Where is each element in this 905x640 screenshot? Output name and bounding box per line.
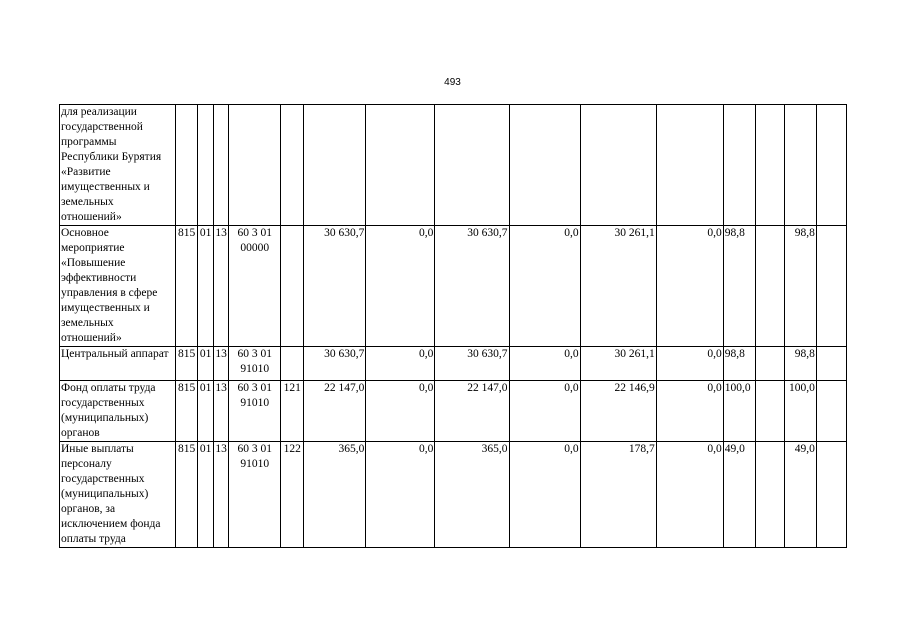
cell-v5: 22 146,9 <box>580 381 656 442</box>
cell-csr: 60 3 01 91010 <box>229 442 281 548</box>
cell-pr: 13 <box>214 442 229 548</box>
cell-v6: 0,0 <box>656 381 723 442</box>
cell-v2: 0,0 <box>366 442 435 548</box>
cell-v4: 0,0 <box>509 347 580 381</box>
cell-v4: 0,0 <box>509 381 580 442</box>
cell-v1: 30 630,7 <box>304 226 366 347</box>
cell-csr: 60 3 01 91010 <box>229 347 281 381</box>
cell-v8: 98,8 <box>784 226 816 347</box>
cell-empty <box>755 381 784 442</box>
cell-empty <box>816 105 846 226</box>
cell-empty <box>816 226 846 347</box>
row-name: Иные выплаты персоналу государственных (муниципальных) органов, за исключением фонда оплаты труда <box>60 442 176 548</box>
cell-v8: 98,8 <box>784 347 816 381</box>
cell-v4: 0,0 <box>509 226 580 347</box>
budget-table <box>59 104 847 548</box>
cell-v4 <box>509 105 580 226</box>
cell-v3: 30 630,7 <box>435 226 509 347</box>
cell-v3: 30 630,7 <box>435 347 509 381</box>
cell-empty <box>816 381 846 442</box>
table-row <box>60 442 847 548</box>
table-row <box>60 347 847 381</box>
cell-v2 <box>366 105 435 226</box>
cell-v6: 0,0 <box>656 347 723 381</box>
cell-gr <box>176 105 198 226</box>
cell-v8: 49,0 <box>784 442 816 548</box>
cell-empty <box>755 105 784 226</box>
cell-csr <box>229 105 281 226</box>
row-name: Центральный аппарат <box>60 347 176 381</box>
cell-pr: 13 <box>214 347 229 381</box>
page-number: 493 <box>444 77 461 88</box>
cell-pr: 13 <box>214 381 229 442</box>
cell-v7: 100,0 <box>723 381 755 442</box>
row-name: Фонд оплаты труда государственных (муниципальных) органов <box>60 381 176 442</box>
cell-v7: 98,8 <box>723 347 755 381</box>
cell-v5: 30 261,1 <box>580 347 656 381</box>
cell-v3 <box>435 105 509 226</box>
cell-v8 <box>784 105 816 226</box>
cell-v5: 30 261,1 <box>580 226 656 347</box>
cell-vr: 121 <box>281 381 304 442</box>
cell-rz: 01 <box>198 226 214 347</box>
table-row <box>60 381 847 442</box>
cell-v6 <box>656 105 723 226</box>
row-name: Основное мероприятие «Повышение эффективности управления в сфере имущественных и земельных отношений» <box>60 226 176 347</box>
cell-v2: 0,0 <box>366 226 435 347</box>
cell-v3: 365,0 <box>435 442 509 548</box>
cell-v5 <box>580 105 656 226</box>
table-row <box>60 105 847 226</box>
cell-v1: 30 630,7 <box>304 347 366 381</box>
cell-pr: 13 <box>214 226 229 347</box>
cell-v8: 100,0 <box>784 381 816 442</box>
cell-gr: 815 <box>176 442 198 548</box>
cell-gr: 815 <box>176 226 198 347</box>
cell-empty <box>816 442 846 548</box>
cell-gr: 815 <box>176 347 198 381</box>
cell-v3: 22 147,0 <box>435 381 509 442</box>
cell-v7: 49,0 <box>723 442 755 548</box>
cell-vr <box>281 226 304 347</box>
table-row <box>60 226 847 347</box>
cell-v7: 98,8 <box>723 226 755 347</box>
cell-vr <box>281 105 304 226</box>
cell-csr: 60 3 01 00000 <box>229 226 281 347</box>
cell-v1: 365,0 <box>304 442 366 548</box>
cell-v2: 0,0 <box>366 381 435 442</box>
cell-rz <box>198 105 214 226</box>
cell-v6: 0,0 <box>656 442 723 548</box>
cell-v7 <box>723 105 755 226</box>
cell-empty <box>755 226 784 347</box>
cell-vr: 122 <box>281 442 304 548</box>
cell-vr <box>281 347 304 381</box>
cell-rz: 01 <box>198 442 214 548</box>
cell-v4: 0,0 <box>509 442 580 548</box>
row-name: для реализации государственной программы Республики Бурятия «Развитие имущественных и земельных отношений» <box>60 105 176 226</box>
cell-rz: 01 <box>198 381 214 442</box>
cell-gr: 815 <box>176 381 198 442</box>
cell-v5: 178,7 <box>580 442 656 548</box>
cell-v2: 0,0 <box>366 347 435 381</box>
cell-empty <box>755 442 784 548</box>
cell-v6: 0,0 <box>656 226 723 347</box>
cell-v1: 22 147,0 <box>304 381 366 442</box>
cell-v1 <box>304 105 366 226</box>
cell-empty <box>816 347 846 381</box>
cell-pr <box>214 105 229 226</box>
cell-csr: 60 3 01 91010 <box>229 381 281 442</box>
cell-rz: 01 <box>198 347 214 381</box>
cell-empty <box>755 347 784 381</box>
